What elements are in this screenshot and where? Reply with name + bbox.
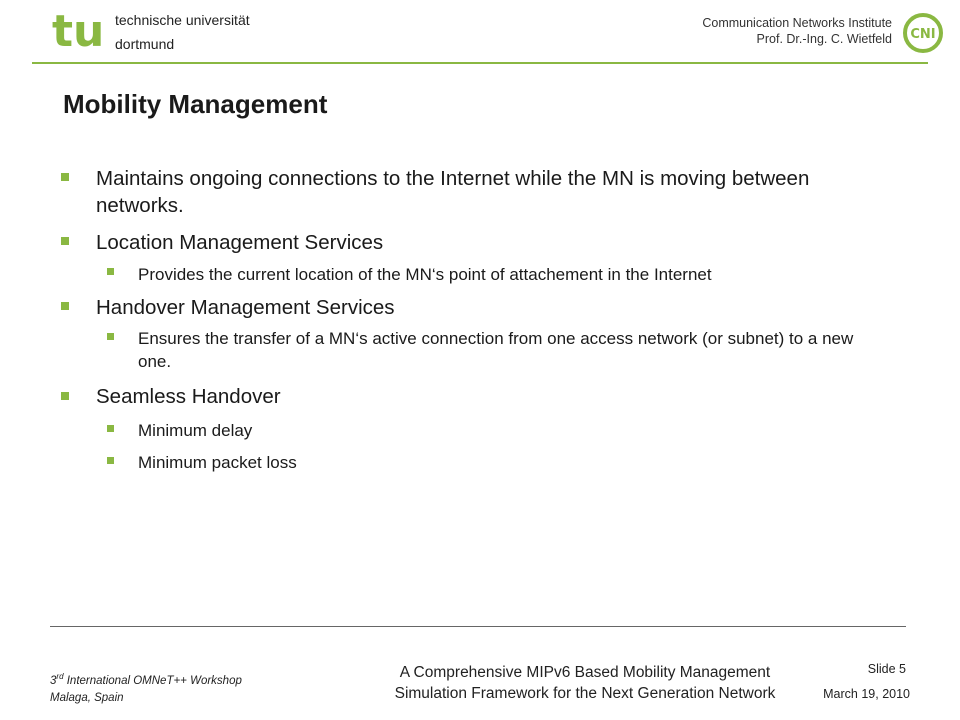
sub-bullet-4-1: Minimum delay: [138, 421, 253, 440]
presentation-title-line2: Simulation Framework for the Next Generation Network: [394, 685, 776, 702]
workshop-title: International OMNeT++ Workshop: [63, 674, 242, 687]
sub-bullet-marker: [107, 425, 114, 432]
cni-logo: [902, 12, 944, 54]
university-line1: technische universität: [115, 12, 250, 28]
sub-bullet-marker: [107, 268, 114, 275]
workshop-name: [50, 668, 242, 690]
bullet-marker: [61, 302, 69, 310]
tu-dortmund-logo: [52, 12, 108, 52]
header-divider: [32, 62, 928, 64]
workshop-info: [50, 668, 242, 707]
bullet-4: Seamless Handover: [96, 385, 281, 408]
sub-bullet-4-2: Minimum packet loss: [138, 453, 297, 472]
presentation-title-line1: A Comprehensive MIPv6 Based Mobility Management: [399, 664, 771, 681]
slide-title: Mobility Management: [63, 89, 328, 119]
sub-bullet-marker: [107, 333, 114, 340]
cni-logo-text: CNI: [910, 27, 936, 42]
institute-professor: Prof. Dr.-Ing. C. Wietfeld: [756, 32, 892, 46]
slide-number: Slide 5: [867, 662, 906, 676]
university-line2: dortmund: [115, 36, 175, 52]
sub-bullet-2-1: Provides the current location of the MN‘s point of attachement in the Internet: [138, 265, 712, 284]
bullet-marker: [61, 173, 69, 181]
bullet-3: Handover Management Services: [96, 296, 395, 319]
tu-logo-text: tu: [52, 12, 105, 52]
sub-bullet-marker: [107, 457, 114, 464]
presentation-date: March 19, 2010: [823, 687, 910, 701]
bullet-marker: [61, 237, 69, 245]
bullet-marker: [61, 392, 69, 400]
workshop-ordinal-suffix: rd: [56, 672, 64, 681]
footer-divider: [50, 626, 906, 627]
sub-bullet-3-1: Ensures the transfer of a MN‘s active connection from one access network (or subnet) to a new one.: [138, 329, 854, 371]
presentation-title: [320, 662, 850, 704]
workshop-ordinal: 3: [50, 674, 57, 687]
workshop-location: Malaga, Spain: [50, 691, 124, 704]
institute-name: Communication Networks Institute: [702, 16, 892, 30]
bullet-1: Maintains ongoing connections to the Internet while the MN is moving between networks.: [96, 167, 810, 217]
institute-info: [702, 15, 892, 47]
university-name: [115, 8, 250, 56]
bullet-2: Location Management Services: [96, 231, 384, 254]
